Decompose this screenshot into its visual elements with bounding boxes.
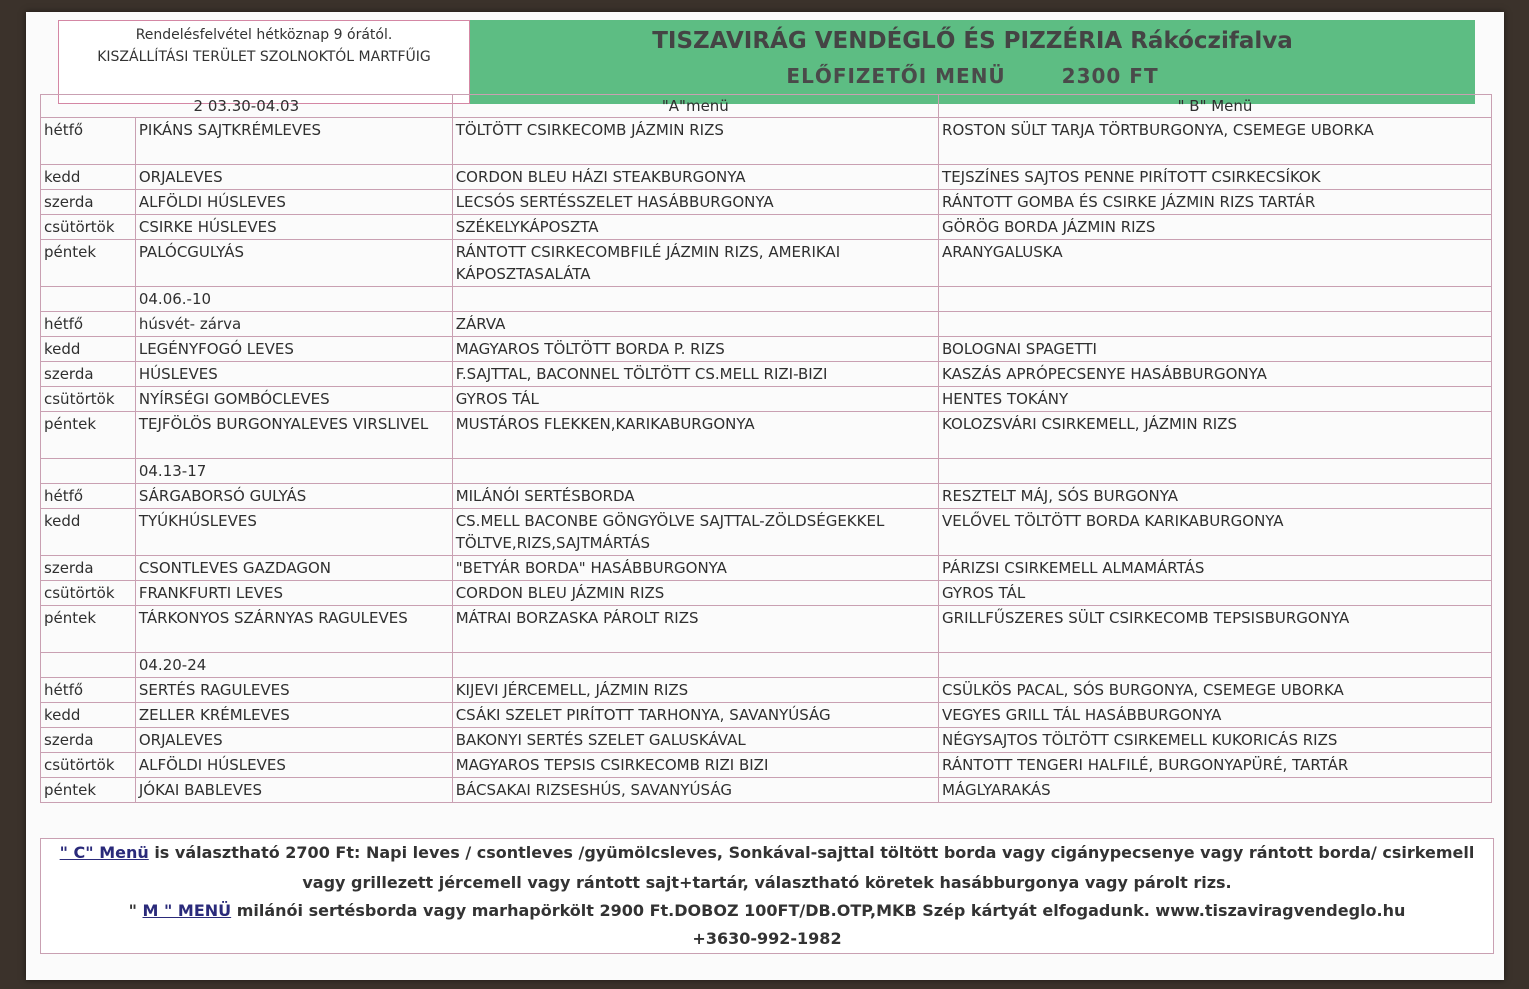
- soup-cell: HÚSLEVES: [135, 362, 452, 387]
- a-menu-cell: "BETYÁR BORDA" HASÁBBURGONYA: [452, 556, 938, 581]
- b-menu-cell: [939, 287, 1492, 312]
- day-cell: kedd: [41, 165, 136, 190]
- day-cell: hétfő: [41, 312, 136, 337]
- menu-header: [58, 20, 1473, 104]
- table-row: [41, 606, 1492, 653]
- b-menu-cell: KOLOZSVÁRI CSIRKEMELL, JÁZMIN RIZS: [939, 412, 1492, 459]
- table-row: [41, 678, 1492, 703]
- a-menu-cell: F.SAJTTAL, BACONNEL TÖLTÖTT CS.MELL RIZI-BIZI: [452, 362, 938, 387]
- b-menu-cell: ARANYGALUSKA: [939, 240, 1492, 287]
- soup-cell: ORJALEVES: [135, 165, 452, 190]
- table-row: [41, 337, 1492, 362]
- m-menu-label: M " MENÜ: [142, 901, 232, 920]
- soup-cell: NYÍRSÉGI GOMBÓCLEVES: [135, 387, 452, 412]
- c-menu-text-2: vagy grillezett jércemell vagy rántott sajt+tartár, választható köretek hasábburgonya vagy párolt rizs.: [302, 873, 1232, 892]
- a-menu-cell: MILÁNÓI SERTÉSBORDA: [452, 484, 938, 509]
- table-row: [41, 287, 1492, 312]
- table-row: [41, 412, 1492, 459]
- day-cell: szerda: [41, 728, 136, 753]
- day-cell: hétfő: [41, 118, 136, 165]
- b-menu-header: " B" Menü: [939, 95, 1492, 118]
- a-menu-cell: CORDON BLEU JÁZMIN RIZS: [452, 581, 938, 606]
- a-menu-header: "A"menü: [452, 95, 938, 118]
- table-row: [41, 728, 1492, 753]
- day-cell: hétfő: [41, 484, 136, 509]
- a-menu-cell: RÁNTOTT CSIRKECOMBFILÉ JÁZMIN RIZS, AMERIKAI KÁPOSZTASALÁTA: [452, 240, 938, 287]
- soup-cell: LEGÉNYFOGÓ LEVES: [135, 337, 452, 362]
- day-cell: péntek: [41, 606, 136, 653]
- b-menu-cell: RÁNTOTT TENGERI HALFILÉ, BURGONYAPÜRÉ, TARTÁR: [939, 753, 1492, 778]
- table-row: [41, 240, 1492, 287]
- b-menu-cell: ROSTON SÜLT TARJA TÖRTBURGONYA, CSEMEGE UBORKA: [939, 118, 1492, 165]
- table-row: [41, 753, 1492, 778]
- a-menu-cell: TÖLTÖTT CSIRKECOMB JÁZMIN RIZS: [452, 118, 938, 165]
- day-cell: [41, 653, 136, 678]
- table-row: [41, 215, 1492, 240]
- subscription-menu-line: [470, 64, 1475, 88]
- b-menu-cell: KASZÁS APRÓPECSENYE HASÁBBURGONYA: [939, 362, 1492, 387]
- restaurant-title: TISZAVIRÁG VENDÉGLŐ ÉS PIZZÉRIA Rákóczifalva: [652, 28, 1293, 54]
- b-menu-cell: RÁNTOTT GOMBA ÉS CSIRKE JÁZMIN RIZS TARTÁR: [939, 190, 1492, 215]
- subscription-menu-label: ELŐFIZETŐI MENÜ: [786, 64, 1006, 88]
- a-menu-cell: ZÁRVA: [452, 312, 938, 337]
- soup-cell: TYÚKHÚSLEVES: [135, 509, 452, 556]
- soup-cell: ZELLER KRÉMLEVES: [135, 703, 452, 728]
- b-menu-cell: VELŐVEL TÖLTÖTT BORDA KARIKABURGONYA: [939, 509, 1492, 556]
- day-cell: péntek: [41, 412, 136, 459]
- c-menu-text-1: is választható 2700 Ft: Napi leves / csontleves /gyümölcsleves, Sonkával-sajttal töltött borda vagy cigánypecsenye vagy rántott borda/ csirkemell: [148, 843, 1475, 862]
- b-menu-cell: NÉGYSAJTOS TÖLTÖTT CSIRKEMELL KUKORICÁS RIZS: [939, 728, 1492, 753]
- table-row: [41, 190, 1492, 215]
- a-menu-cell: CS.MELL BACONBE GÖNGYÖLVE SAJTTAL-ZÖLDSÉGEKKEL TÖLTVE,RIZS,SAJTMÁRTÁS: [452, 509, 938, 556]
- a-menu-cell: CSÁKI SZELET PIRÍTOTT TARHONYA, SAVANYÚSÁG: [452, 703, 938, 728]
- b-menu-cell: [939, 459, 1492, 484]
- day-cell: péntek: [41, 778, 136, 803]
- soup-cell: ORJALEVES: [135, 728, 452, 753]
- soup-cell: CSONTLEVES GAZDAGON: [135, 556, 452, 581]
- day-cell: szerda: [41, 556, 136, 581]
- soup-cell: CSIRKE HÚSLEVES: [135, 215, 452, 240]
- m-menu-line: [41, 901, 1493, 920]
- phone-number: +3630-992-1982: [692, 929, 842, 948]
- a-menu-cell: SZÉKELYKÁPOSZTA: [452, 215, 938, 240]
- week-label: 2 03.30-04.03: [41, 95, 453, 118]
- a-menu-cell: CORDON BLEU HÁZI STEAKBURGONYA: [452, 165, 938, 190]
- weekly-menu-table: [40, 94, 1492, 803]
- table-row: [41, 387, 1492, 412]
- b-menu-cell: GÖRÖG BORDA JÁZMIN RIZS: [939, 215, 1492, 240]
- table-row: [41, 362, 1492, 387]
- soup-cell: TEJFÖLÖS BURGONYALEVES VIRSLIVEL: [135, 412, 452, 459]
- b-menu-cell: RESZTELT MÁJ, SÓS BURGONYA: [939, 484, 1492, 509]
- menu-sheet: [26, 12, 1504, 980]
- b-menu-cell: CSÜLKÖS PACAL, SÓS BURGONYA, CSEMEGE UBORKA: [939, 678, 1492, 703]
- soup-cell: FRANKFURTI LEVES: [135, 581, 452, 606]
- order-info-box: [58, 20, 470, 104]
- table-row: [41, 581, 1492, 606]
- table-row: [41, 653, 1492, 678]
- soup-cell: PIKÁNS SAJTKRÉMLEVES: [135, 118, 452, 165]
- soup-cell: TÁRKONYOS SZÁRNYAS RAGULEVES: [135, 606, 452, 653]
- day-cell: kedd: [41, 703, 136, 728]
- subscription-price: 2300 FT: [1061, 64, 1159, 88]
- table-row: [41, 165, 1492, 190]
- soup-cell: PALÓCGULYÁS: [135, 240, 452, 287]
- m-menu-prefix: ": [128, 901, 143, 920]
- a-menu-cell: [452, 653, 938, 678]
- a-menu-cell: BAKONYI SERTÉS SZELET GALUSKÁVAL: [452, 728, 938, 753]
- day-cell: csütörtök: [41, 581, 136, 606]
- day-cell: hétfő: [41, 678, 136, 703]
- soup-cell: 04.13-17: [135, 459, 452, 484]
- day-cell: péntek: [41, 240, 136, 287]
- b-menu-cell: PÁRIZSI CSIRKEMELL ALMAMÁRTÁS: [939, 556, 1492, 581]
- a-menu-cell: GYROS TÁL: [452, 387, 938, 412]
- b-menu-cell: BOLOGNAI SPAGETTI: [939, 337, 1492, 362]
- c-menu-label: " C" Menü: [59, 843, 149, 862]
- a-menu-cell: KIJEVI JÉRCEMELL, JÁZMIN RIZS: [452, 678, 938, 703]
- day-cell: csütörtök: [41, 215, 136, 240]
- soup-cell: 04.20-24: [135, 653, 452, 678]
- menu-footer: [40, 838, 1494, 954]
- day-cell: csütörtök: [41, 387, 136, 412]
- soup-cell: SERTÉS RAGULEVES: [135, 678, 452, 703]
- soup-cell: ALFÖLDI HÚSLEVES: [135, 753, 452, 778]
- b-menu-cell: [939, 653, 1492, 678]
- a-menu-cell: LECSÓS SERTÉSSZELET HASÁBBURGONYA: [452, 190, 938, 215]
- b-menu-cell: [939, 312, 1492, 337]
- day-cell: kedd: [41, 509, 136, 556]
- delivery-area-text: KISZÁLLÍTÁSI TERÜLET SZOLNOKTÓL MARTFŰIG: [97, 49, 431, 65]
- c-menu-line-1: [41, 843, 1493, 862]
- b-menu-cell: GRILLFŰSZERES SÜLT CSIRKECOMB TEPSISBURGONYA: [939, 606, 1492, 653]
- a-menu-cell: MÁTRAI BORZASKA PÁROLT RIZS: [452, 606, 938, 653]
- a-menu-cell: MAGYAROS TEPSIS CSIRKECOMB RIZI BIZI: [452, 753, 938, 778]
- day-cell: [41, 459, 136, 484]
- soup-cell: ALFÖLDI HÚSLEVES: [135, 190, 452, 215]
- day-cell: kedd: [41, 337, 136, 362]
- day-cell: szerda: [41, 190, 136, 215]
- a-menu-cell: [452, 287, 938, 312]
- soup-cell: 04.06.-10: [135, 287, 452, 312]
- b-menu-cell: GYROS TÁL: [939, 581, 1492, 606]
- day-cell: [41, 287, 136, 312]
- a-menu-cell: MUSTÁROS FLEKKEN,KARIKABURGONYA: [452, 412, 938, 459]
- day-cell: csütörtök: [41, 753, 136, 778]
- day-cell: szerda: [41, 362, 136, 387]
- table-row: [41, 459, 1492, 484]
- b-menu-cell: TEJSZÍNES SAJTOS PENNE PIRÍTOTT CSIRKECSÍKOK: [939, 165, 1492, 190]
- soup-cell: SÁRGABORSÓ GULYÁS: [135, 484, 452, 509]
- soup-cell: JÓKAI BABLEVES: [135, 778, 452, 803]
- a-menu-cell: BÁCSAKAI RIZSESHÚS, SAVANYÚSÁG: [452, 778, 938, 803]
- soup-cell: húsvét- zárva: [135, 312, 452, 337]
- order-hours-text: Rendelésfelvétel hétköznap 9 órától.: [135, 27, 393, 43]
- title-banner: [470, 20, 1475, 104]
- a-menu-cell: MAGYAROS TÖLTÖTT BORDA P. RIZS: [452, 337, 938, 362]
- table-row: [41, 484, 1492, 509]
- table-header-row: [41, 95, 1492, 118]
- table-row: [41, 556, 1492, 581]
- m-menu-text: milánói sertésborda vagy marhapörkölt 2900 Ft.DOBOZ 100FT/DB.OTP,MKB Szép kártyát elfogadunk. www.tiszaviragvendeglo.hu: [231, 901, 1406, 920]
- b-menu-cell: VEGYES GRILL TÁL HASÁBBURGONYA: [939, 703, 1492, 728]
- a-menu-cell: [452, 459, 938, 484]
- table-row: [41, 312, 1492, 337]
- b-menu-cell: HENTES TOKÁNY: [939, 387, 1492, 412]
- table-row: [41, 703, 1492, 728]
- b-menu-cell: MÁGLYARAKÁS: [939, 778, 1492, 803]
- table-row: [41, 118, 1492, 165]
- table-row: [41, 509, 1492, 556]
- table-row: [41, 778, 1492, 803]
